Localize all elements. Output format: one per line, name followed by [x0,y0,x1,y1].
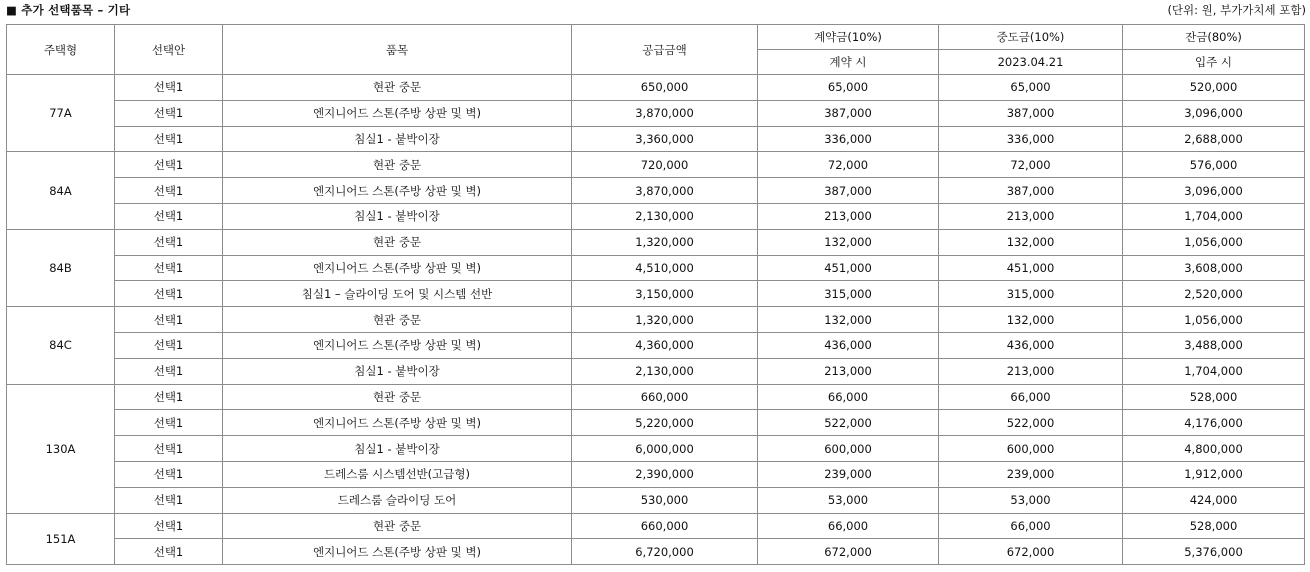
cell-supply: 4,510,000 [572,255,758,281]
cell-balance: 576,000 [1123,152,1305,178]
cell-item: 침실1 - 붙박이장 [223,126,572,152]
cell-item: 엔지니어드 스톤(주방 상판 및 벽) [223,410,572,436]
cell-contract: 451,000 [758,255,939,281]
cell-middle: 132,000 [939,307,1123,333]
cell-option: 선택1 [115,461,223,487]
cell-middle: 66,000 [939,513,1123,539]
cell-item: 현관 중문 [223,384,572,410]
cell-middle: 315,000 [939,281,1123,307]
cell-item: 엔지니어드 스톤(주방 상판 및 벽) [223,332,572,358]
cell-contract: 672,000 [758,539,939,565]
table-row [7,178,1305,204]
cell-supply: 6,720,000 [572,539,758,565]
cell-item: 현관 중문 [223,513,572,539]
cell-balance: 1,912,000 [1123,461,1305,487]
cell-contract: 436,000 [758,332,939,358]
cell-type: 84A [7,152,115,229]
cell-contract: 336,000 [758,126,939,152]
cell-type: 84B [7,229,115,306]
cell-contract: 213,000 [758,358,939,384]
cell-type: 151A [7,513,115,565]
table-row [7,332,1305,358]
cell-supply: 5,220,000 [572,410,758,436]
cell-item: 침실1 - 붙박이장 [223,358,572,384]
table-row [7,513,1305,539]
cell-contract: 213,000 [758,203,939,229]
header-middle-sub: 2023.04.21 [939,50,1123,75]
cell-middle: 213,000 [939,358,1123,384]
cell-supply: 1,320,000 [572,229,758,255]
header-supply: 공급금액 [572,25,758,75]
cell-option: 선택1 [115,281,223,307]
cell-balance: 528,000 [1123,384,1305,410]
header-balance: 잔금(80%) [1123,25,1305,50]
cell-balance: 2,688,000 [1123,126,1305,152]
cell-item: 현관 중문 [223,152,572,178]
table-row [7,281,1305,307]
cell-item: 드레스룸 슬라이딩 도어 [223,487,572,513]
cell-middle: 132,000 [939,229,1123,255]
cell-contract: 522,000 [758,410,939,436]
cell-middle: 387,000 [939,178,1123,204]
cell-item: 드레스룸 시스템선반(고급형) [223,461,572,487]
header-contract-sub: 계약 시 [758,50,939,75]
cell-supply: 720,000 [572,152,758,178]
cell-option: 선택1 [115,255,223,281]
cell-option: 선택1 [115,384,223,410]
table-row [7,255,1305,281]
cell-middle: 239,000 [939,461,1123,487]
cell-middle: 522,000 [939,410,1123,436]
cell-middle: 436,000 [939,332,1123,358]
cell-balance: 4,176,000 [1123,410,1305,436]
cell-option: 선택1 [115,410,223,436]
cell-supply: 2,130,000 [572,203,758,229]
cell-contract: 387,000 [758,100,939,126]
cell-balance: 528,000 [1123,513,1305,539]
cell-balance: 424,000 [1123,487,1305,513]
cell-item: 침실1 - 붙박이장 [223,203,572,229]
cell-item: 침실1 - 붙박이장 [223,436,572,462]
cell-balance: 4,800,000 [1123,436,1305,462]
table-row [7,75,1305,101]
cell-option: 선택1 [115,332,223,358]
header-middle: 중도금(10%) [939,25,1123,50]
cell-item: 침실1 – 슬라이딩 도어 및 시스템 선반 [223,281,572,307]
cell-contract: 239,000 [758,461,939,487]
cell-item: 엔지니어드 스톤(주방 상판 및 벽) [223,255,572,281]
cell-type: 77A [7,75,115,152]
table-row [7,461,1305,487]
cell-option: 선택1 [115,126,223,152]
table-row [7,203,1305,229]
cell-contract: 66,000 [758,513,939,539]
cell-option: 선택1 [115,229,223,255]
cell-balance: 5,376,000 [1123,539,1305,565]
cell-supply: 2,130,000 [572,358,758,384]
cell-supply: 660,000 [572,513,758,539]
cell-contract: 72,000 [758,152,939,178]
table-row [7,126,1305,152]
header-option: 선택안 [115,25,223,75]
cell-balance: 3,096,000 [1123,100,1305,126]
cell-contract: 65,000 [758,75,939,101]
table-row [7,100,1305,126]
cell-contract: 387,000 [758,178,939,204]
cell-middle: 53,000 [939,487,1123,513]
cell-type: 84C [7,307,115,384]
cell-balance: 1,056,000 [1123,229,1305,255]
table-row [7,539,1305,565]
cell-option: 선택1 [115,203,223,229]
cell-supply: 3,870,000 [572,178,758,204]
table-row [7,229,1305,255]
cell-supply: 2,390,000 [572,461,758,487]
table-row [7,436,1305,462]
cell-type: 130A [7,384,115,513]
cell-middle: 65,000 [939,75,1123,101]
table-row [7,358,1305,384]
cell-balance: 520,000 [1123,75,1305,101]
cell-contract: 132,000 [758,307,939,333]
cell-item: 현관 중문 [223,75,572,101]
cell-contract: 53,000 [758,487,939,513]
cell-item: 현관 중문 [223,229,572,255]
cell-supply: 4,360,000 [572,332,758,358]
cell-contract: 315,000 [758,281,939,307]
unit-note: (단위: 원, 부가가치세 포함) [1167,3,1306,17]
options-table [6,24,1305,565]
cell-middle: 213,000 [939,203,1123,229]
cell-option: 선택1 [115,436,223,462]
header-balance-sub: 입주 시 [1123,50,1305,75]
cell-supply: 3,870,000 [572,100,758,126]
cell-supply: 3,360,000 [572,126,758,152]
cell-supply: 6,000,000 [572,436,758,462]
cell-item: 엔지니어드 스톤(주방 상판 및 벽) [223,178,572,204]
cell-option: 선택1 [115,152,223,178]
cell-supply: 660,000 [572,384,758,410]
cell-middle: 600,000 [939,436,1123,462]
table-body [7,75,1305,565]
table-row [7,487,1305,513]
section-title: ■ 추가 선택품목 – 기타 [6,3,131,17]
cell-balance: 1,704,000 [1123,203,1305,229]
table-row [7,307,1305,333]
cell-item: 엔지니어드 스톤(주방 상판 및 벽) [223,539,572,565]
cell-option: 선택1 [115,487,223,513]
cell-contract: 66,000 [758,384,939,410]
cell-middle: 72,000 [939,152,1123,178]
cell-supply: 1,320,000 [572,307,758,333]
cell-middle: 672,000 [939,539,1123,565]
cell-option: 선택1 [115,100,223,126]
cell-balance: 3,608,000 [1123,255,1305,281]
cell-balance: 3,488,000 [1123,332,1305,358]
cell-balance: 1,704,000 [1123,358,1305,384]
cell-balance: 2,520,000 [1123,281,1305,307]
cell-item: 엔지니어드 스톤(주방 상판 및 벽) [223,100,572,126]
cell-middle: 451,000 [939,255,1123,281]
cell-balance: 3,096,000 [1123,178,1305,204]
cell-option: 선택1 [115,513,223,539]
cell-contract: 132,000 [758,229,939,255]
header-item: 품목 [223,25,572,75]
cell-option: 선택1 [115,358,223,384]
cell-supply: 3,150,000 [572,281,758,307]
cell-supply: 530,000 [572,487,758,513]
header-type: 주택형 [7,25,115,75]
cell-item: 현관 중문 [223,307,572,333]
cell-supply: 650,000 [572,75,758,101]
cell-option: 선택1 [115,307,223,333]
cell-balance: 1,056,000 [1123,307,1305,333]
table-row [7,384,1305,410]
table-row [7,410,1305,436]
cell-option: 선택1 [115,75,223,101]
header-contract: 계약금(10%) [758,25,939,50]
cell-middle: 336,000 [939,126,1123,152]
cell-middle: 387,000 [939,100,1123,126]
cell-middle: 66,000 [939,384,1123,410]
cell-option: 선택1 [115,539,223,565]
table-row [7,152,1305,178]
cell-contract: 600,000 [758,436,939,462]
cell-option: 선택1 [115,178,223,204]
